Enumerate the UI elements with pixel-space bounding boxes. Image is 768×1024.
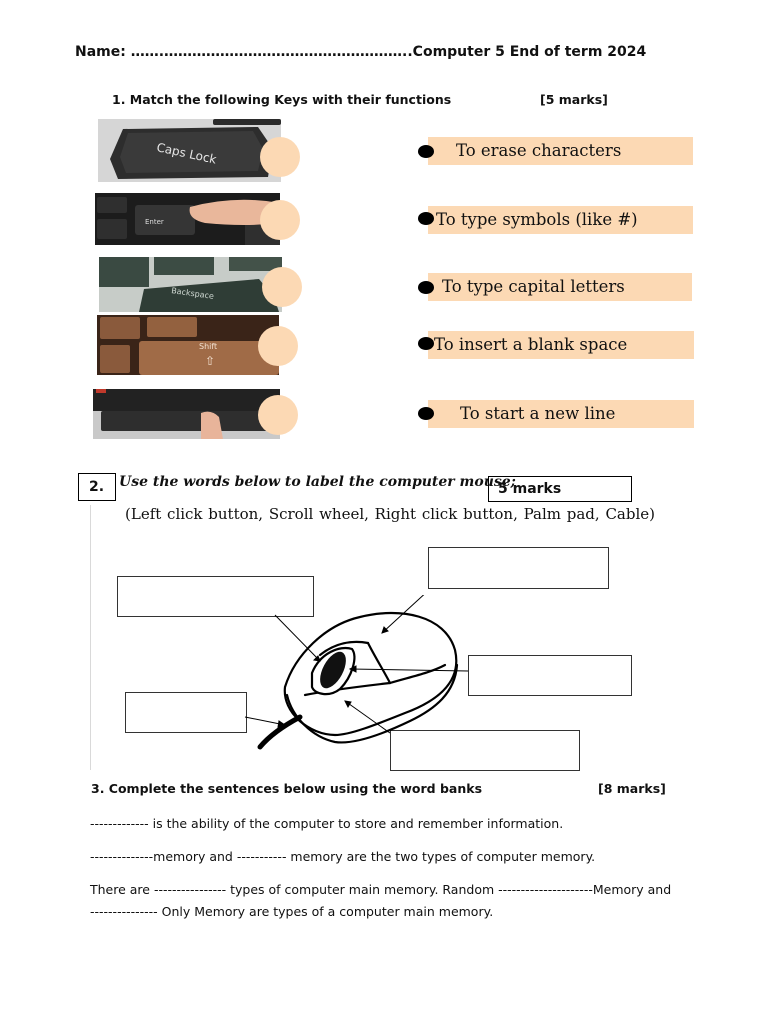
question-2-instruction: Use the words below to label the computer mouse; — [119, 474, 516, 490]
match-circle[interactable] — [258, 326, 298, 366]
shift-key-image — [97, 315, 279, 375]
question-1-heading: 1. Match the following Keys with their functions — [112, 92, 452, 107]
enter-key-label: Enter — [145, 218, 164, 226]
word-bank: (Left click button, Scroll wheel, Right click button, Palm pad, Cable) — [125, 505, 655, 523]
match-dot[interactable] — [418, 281, 434, 294]
shift-key-illustration — [97, 315, 279, 375]
shift-key-label: Shift — [199, 342, 218, 351]
computer-mouse-diagram — [240, 595, 480, 765]
caps-lock-key-illustration — [98, 119, 281, 182]
sentence-2: --------------memory and ----------- memory are the two types of computer memory. — [90, 849, 596, 864]
function-option: To type symbols (like #) — [428, 206, 693, 234]
question-3-heading: 3. Complete the sentences below using the word banks — [91, 781, 483, 796]
enter-key-illustration — [95, 193, 280, 245]
sentence-3: There are ---------------- types of computer main memory. Random ---------------------Memory and — [90, 882, 672, 897]
label-box-left-bottom[interactable] — [125, 692, 247, 733]
backspace-key-illustration — [99, 257, 282, 312]
caps-lock-key-image — [98, 119, 281, 182]
enter-key-image — [95, 193, 280, 245]
function-option: To erase characters — [428, 137, 693, 165]
match-dot[interactable] — [418, 145, 434, 158]
spacebar-key-image — [93, 389, 280, 439]
backspace-key-image — [99, 257, 282, 312]
sentence-4: --------------- Only Memory are types of a computer main memory. — [90, 904, 494, 919]
question-3-marks: [8 marks] — [598, 781, 666, 796]
sentence-1: ------------- is the ability of the computer to store and remember information. — [90, 816, 564, 831]
caps-lock-key-label: Caps Lock — [155, 140, 218, 167]
label-box-right-top[interactable] — [428, 547, 609, 589]
match-circle[interactable] — [258, 395, 298, 435]
match-circle[interactable] — [260, 137, 300, 177]
spacebar-key-illustration — [93, 389, 280, 439]
match-dot[interactable] — [418, 212, 434, 225]
question-2-number: 2. — [78, 473, 116, 501]
function-option: To start a new line — [428, 400, 694, 428]
function-option: To insert a blank space — [428, 331, 694, 359]
divider — [90, 505, 91, 770]
function-option: To type capital letters — [428, 273, 692, 301]
match-circle[interactable] — [260, 200, 300, 240]
label-box-right-middle[interactable] — [468, 655, 632, 696]
match-dot[interactable] — [418, 337, 434, 350]
match-circle[interactable] — [262, 267, 302, 307]
page-title: Name: …….……………………………………………..Computer 5 End of term 2024 — [75, 44, 647, 60]
question-2-marks: 5 marks — [488, 476, 632, 502]
match-dot[interactable] — [418, 407, 434, 420]
shift-arrow-icon: ⇧ — [205, 354, 216, 368]
question-1-marks: [5 marks] — [540, 92, 608, 107]
backspace-key-label: Backspace — [170, 286, 215, 301]
